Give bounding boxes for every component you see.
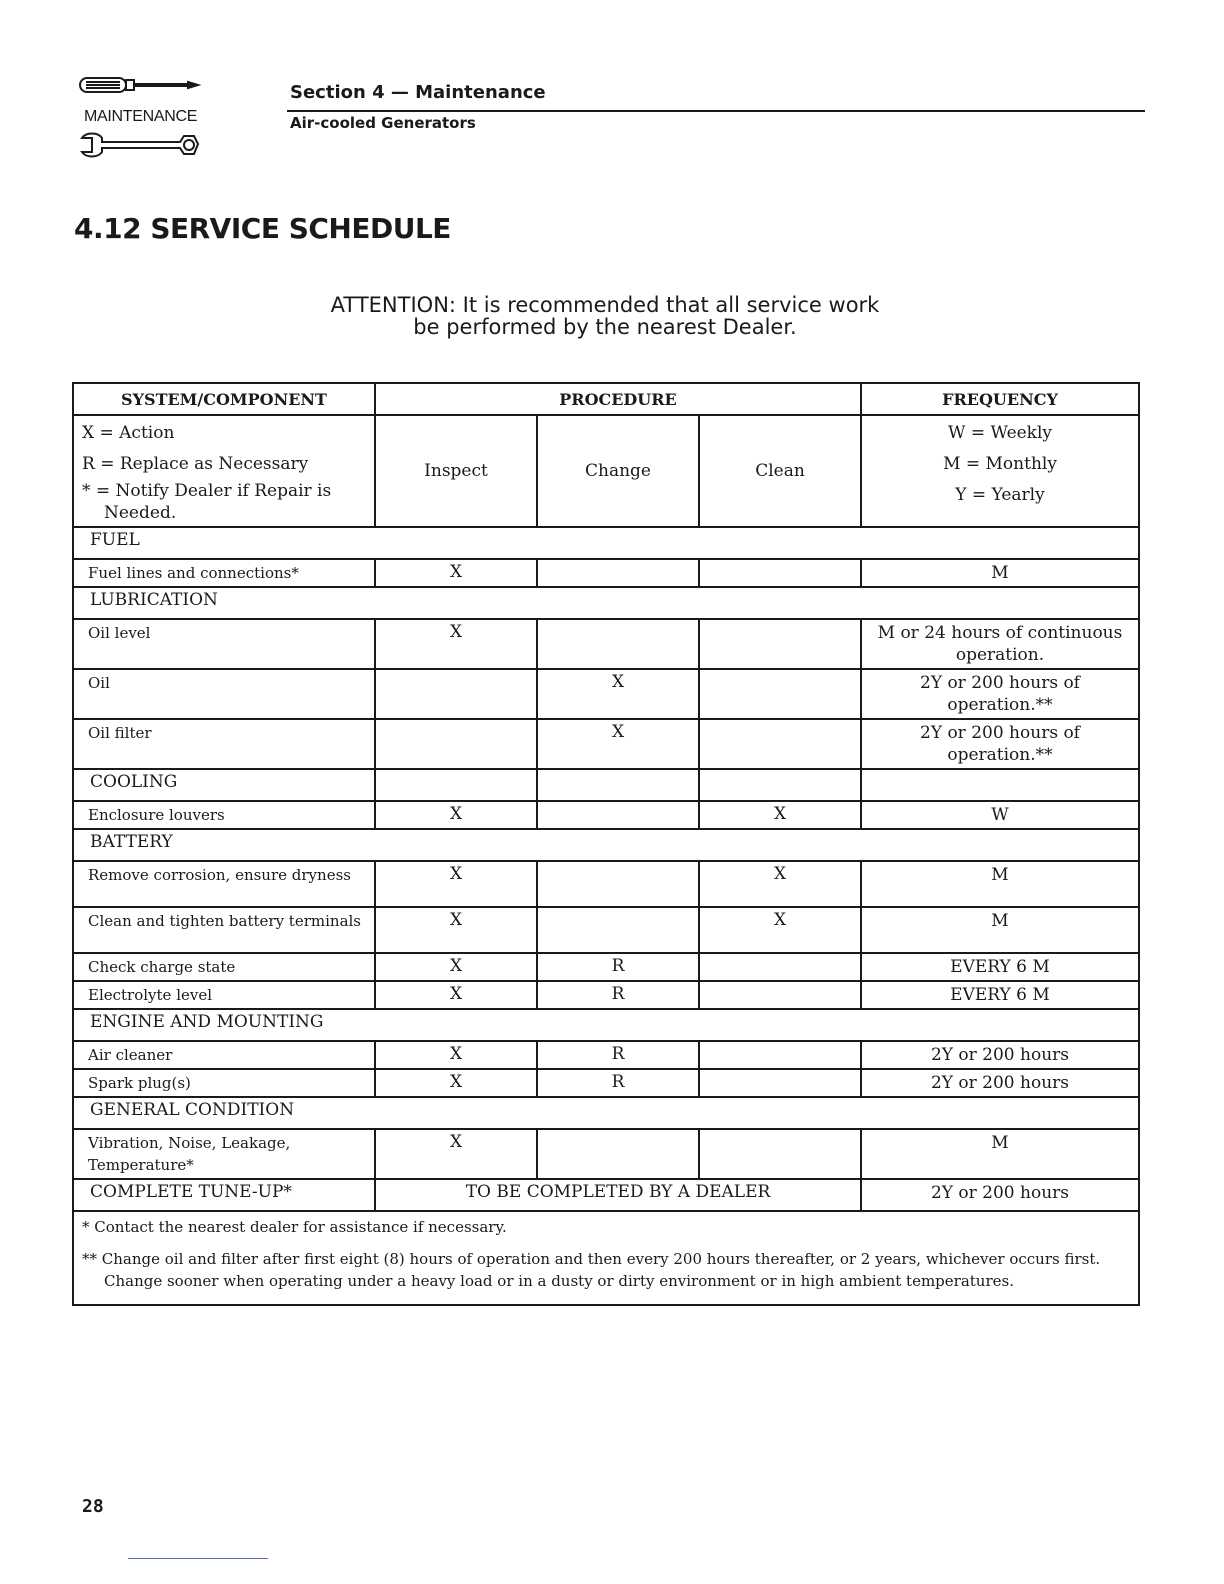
component-name: Oil level (73, 619, 375, 669)
page-number: 28 (82, 1496, 104, 1517)
frequency-value: EVERY 6 M (861, 953, 1139, 981)
table-row (73, 1069, 1139, 1097)
category-title: COOLING (73, 769, 375, 801)
change-mark (537, 907, 699, 953)
category-title: GENERAL CONDITION (73, 1097, 1139, 1129)
frequency-value: M (861, 559, 1139, 587)
attention-line-2: be performed by the nearest Dealer. (413, 315, 797, 339)
category-row (73, 587, 1139, 619)
table-row (73, 861, 1139, 907)
table-row (73, 981, 1139, 1009)
table-row (73, 953, 1139, 981)
inspect-mark: X (375, 953, 537, 981)
frequency-value: EVERY 6 M (861, 981, 1139, 1009)
frequency-value: M or 24 hours of continuous operation. (861, 619, 1139, 669)
category-row (73, 1097, 1139, 1129)
clean-mark (699, 981, 861, 1009)
table-row (73, 559, 1139, 587)
clean-mark: X (699, 861, 861, 907)
procedure-change-header: Change (537, 415, 699, 527)
inspect-mark: X (375, 559, 537, 587)
category-title: LUBRICATION (73, 587, 1139, 619)
change-mark (537, 559, 699, 587)
table-row (73, 719, 1139, 769)
legend-monthly: M = Monthly (943, 454, 1057, 474)
wrench-icon (82, 134, 198, 157)
inspect-mark: X (375, 1041, 537, 1069)
category-title: ENGINE AND MOUNTING (73, 1009, 1139, 1041)
attention-notice (250, 294, 960, 338)
change-mark (537, 1129, 699, 1179)
empty-cell (375, 769, 537, 801)
table-header-row (73, 383, 1139, 415)
category-row (73, 527, 1139, 559)
component-name: Vibration, Noise, Leakage, Temperature* (73, 1129, 375, 1179)
frequency-value: 2Y or 200 hours (861, 1069, 1139, 1097)
frequency-value: W (861, 801, 1139, 829)
category-row (73, 769, 1139, 801)
table-row (73, 801, 1139, 829)
legend-notify: * = Notify Dealer if Repair is Needed. (82, 481, 332, 523)
logo-label: MAINTENANCE (84, 108, 198, 125)
component-name: Oil filter (73, 719, 375, 769)
change-mark: R (537, 1041, 699, 1069)
table-row (73, 619, 1139, 669)
clean-mark (699, 1129, 861, 1179)
empty-cell (699, 769, 861, 801)
empty-cell (861, 769, 1139, 801)
empty-cell (537, 769, 699, 801)
header-procedure: PROCEDURE (375, 383, 861, 415)
legend-cell (73, 415, 375, 527)
change-mark: R (537, 981, 699, 1009)
legend-weekly: W = Weekly (947, 423, 1053, 443)
footnote-1: * Contact the nearest dealer for assistance if necessary. (82, 1218, 507, 1236)
footnote-2: ** Change oil and filter after first eight (8) hours of operation and then every 200 hours thereafter, or 2 years, whichever occurs first. Change sooner when operating under a heavy load or in a dusty or dirty environment or in high ambient temperatures. (82, 1250, 1101, 1290)
attention-line-1: ATTENTION: It is recommended that all service work (330, 293, 880, 317)
change-mark: R (537, 953, 699, 981)
category-title: BATTERY (73, 829, 1139, 861)
frequency-value: 2Y or 200 hours of operation.** (861, 669, 1139, 719)
legend-action: X = Action (82, 423, 175, 443)
legend-replace: R = Replace as Necessary (82, 454, 309, 474)
frequency-value: 2Y or 200 hours of operation.** (861, 719, 1139, 769)
component-name: Enclosure louvers (73, 801, 375, 829)
change-mark (537, 619, 699, 669)
tuneup-row (73, 1179, 1139, 1211)
legend-yearly: Y = Yearly (955, 485, 1045, 505)
category-row (73, 829, 1139, 861)
inspect-mark: X (375, 1069, 537, 1097)
section-subtitle: Air-cooled Generators (290, 114, 476, 132)
clean-mark (699, 1069, 861, 1097)
inspect-mark (375, 719, 537, 769)
header-system-component: SYSTEM/COMPONENT (73, 383, 375, 415)
component-name: Clean and tighten battery terminals (73, 907, 375, 953)
clean-mark (699, 559, 861, 587)
component-name: Electrolyte level (73, 981, 375, 1009)
category-title: COMPLETE TUNE-UP* (73, 1179, 375, 1211)
table-row (73, 669, 1139, 719)
component-name: Spark plug(s) (73, 1069, 375, 1097)
frequency-value: M (861, 907, 1139, 953)
frequency-legend-cell (861, 415, 1139, 527)
inspect-mark: X (375, 1129, 537, 1179)
table-row (73, 1041, 1139, 1069)
clean-mark (699, 619, 861, 669)
frequency-value: M (861, 1129, 1139, 1179)
notes-row (73, 1211, 1139, 1305)
clean-mark: X (699, 801, 861, 829)
category-title: FUEL (73, 527, 1139, 559)
component-name: Oil (73, 669, 375, 719)
legend-row (73, 415, 1139, 527)
inspect-mark: X (375, 619, 537, 669)
table-row (73, 907, 1139, 953)
inspect-mark: X (375, 907, 537, 953)
procedure-clean-header: Clean (699, 415, 861, 527)
section-title: Section 4 — Maintenance (290, 82, 546, 103)
change-mark: X (537, 669, 699, 719)
service-schedule-table (72, 382, 1140, 1306)
component-name: Fuel lines and connections* (73, 559, 375, 587)
table-row (73, 1129, 1139, 1179)
footer-line (128, 1558, 268, 1559)
clean-mark: X (699, 907, 861, 953)
header-frequency: FREQUENCY (861, 383, 1139, 415)
frequency-value: 2Y or 200 hours (861, 1041, 1139, 1069)
category-row (73, 1009, 1139, 1041)
inspect-mark: X (375, 861, 537, 907)
inspect-mark (375, 669, 537, 719)
change-mark (537, 861, 699, 907)
frequency-value: 2Y or 200 hours (861, 1179, 1139, 1211)
clean-mark (699, 669, 861, 719)
inspect-mark: X (375, 801, 537, 829)
clean-mark (699, 953, 861, 981)
component-name: Check charge state (73, 953, 375, 981)
page-title: 4.12 SERVICE SCHEDULE (74, 212, 451, 245)
footnotes (73, 1211, 1139, 1305)
inspect-mark: X (375, 981, 537, 1009)
change-mark: R (537, 1069, 699, 1097)
clean-mark (699, 1041, 861, 1069)
component-name: Air cleaner (73, 1041, 375, 1069)
dealer-note: TO BE COMPLETED BY A DEALER (375, 1179, 861, 1211)
change-mark (537, 801, 699, 829)
procedure-inspect-header: Inspect (375, 415, 537, 527)
screwdriver-icon (80, 78, 198, 92)
component-name: Remove corrosion, ensure dryness (73, 861, 375, 907)
frequency-value: M (861, 861, 1139, 907)
clean-mark (699, 719, 861, 769)
change-mark: X (537, 719, 699, 769)
header-rule (287, 110, 1145, 112)
